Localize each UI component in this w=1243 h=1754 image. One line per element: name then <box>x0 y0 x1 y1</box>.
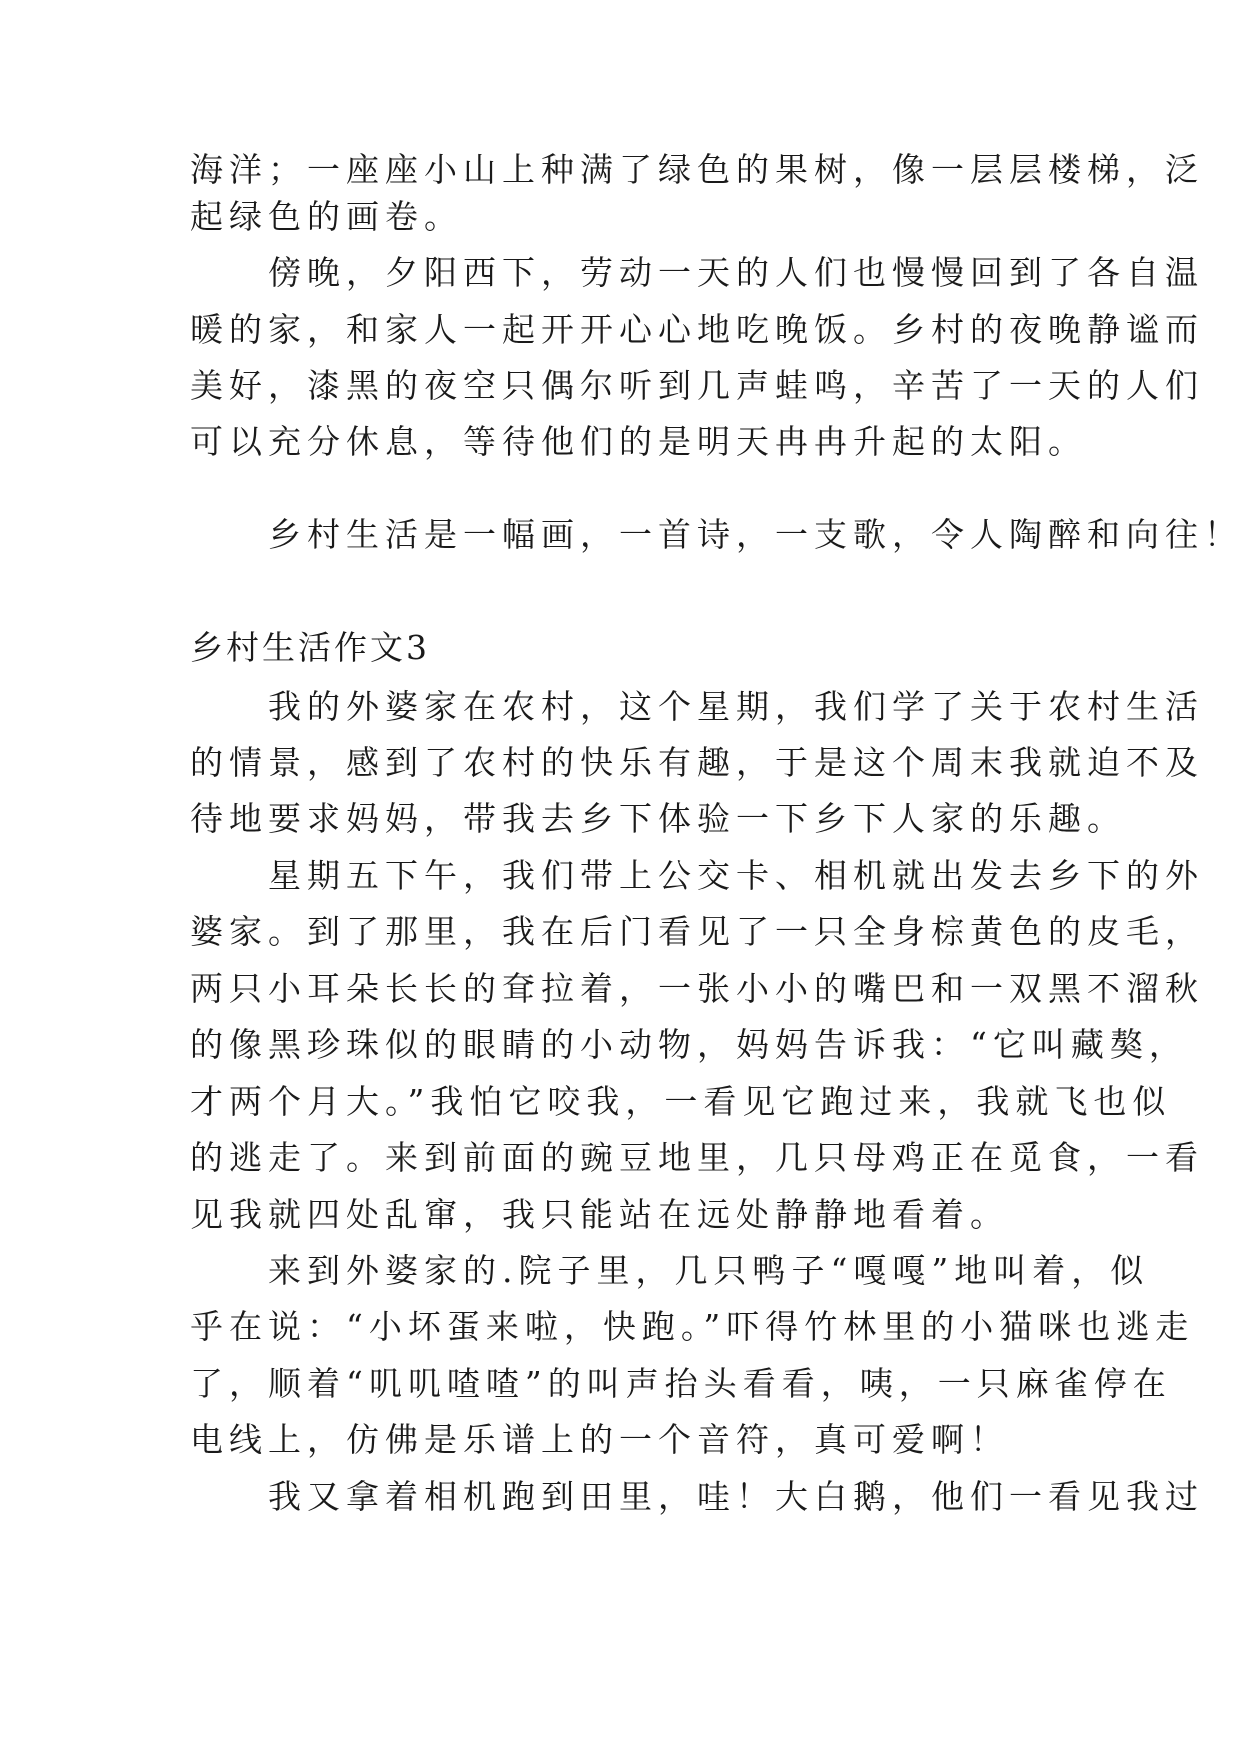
text-line: 两只小耳朵长长的耷拉着，一张小小的嘴巴和一双黑不溜秋 <box>190 969 1204 1008</box>
text-line: 可以充分休息，等待他们的是明天冉冉升起的太阳。 <box>190 422 1087 461</box>
text-line: 我的外婆家在农村，这个星期，我们学了关于农村生活 <box>190 687 1204 726</box>
text-line: 的像黑珍珠似的眼睛的小动物，妈妈告诉我：“它叫藏獒， <box>190 1025 1188 1064</box>
text-line: 的逃走了。来到前面的豌豆地里，几只母鸡正在觅食，一看 <box>190 1138 1204 1177</box>
text-line: 暖的家，和家人一起开开心心地吃晚饭。乡村的夜晚静谧而 <box>190 310 1204 349</box>
text-line: 待地要求妈妈，带我去乡下体验一下乡下人家的乐趣。 <box>190 799 1126 838</box>
text-line: 起绿色的画卷。 <box>190 197 463 236</box>
text-line: 电线上，仿佛是乐谱上的一个音符，真可爱啊！ <box>190 1420 1009 1459</box>
text-line: 了，顺着“叽叽喳喳”的叫声抬头看看，咦，一只麻雀停在 <box>190 1364 1172 1403</box>
text-line: 乎在说：“小坏蛋来啦，快跑。”吓得竹林里的小猫咪也逃走 <box>190 1307 1195 1346</box>
text-line: 海洋；一座座小山上种满了绿色的果树，像一层层楼梯，泛 <box>190 150 1204 189</box>
text-line: 的情景，感到了农村的快乐有趣，于是这个周末我就迫不及 <box>190 743 1204 782</box>
text-line: 见我就四处乱窜，我只能站在远处静静地看着。 <box>190 1195 1009 1234</box>
text-line: 美好，漆黑的夜空只偶尔听到几声蛙鸣，辛苦了一天的人们 <box>190 366 1204 405</box>
text-line: 才两个月大。”我怕它咬我，一看见它跑过来，我就飞也似 <box>190 1082 1172 1121</box>
text-line: 星期五下午，我们带上公交卡、相机就出发去乡下的外 <box>190 856 1204 895</box>
text-line: 乡村生活是一幅画，一首诗，一支歌，令人陶醉和向往！ <box>190 515 1243 554</box>
text-line: 婆家。到了那里，我在后门看见了一只全身棕黄色的皮毛， <box>190 912 1204 951</box>
text-line: 来到外婆家的.院子里，几只鸭子“嘎嘎”地叫着，似 <box>190 1251 1150 1290</box>
text-line: 我又拿着相机跑到田里，哇！大白鹅，他们一看见我过 <box>190 1477 1204 1516</box>
text-line: 傍晚，夕阳西下，劳动一天的人们也慢慢回到了各自温 <box>190 253 1204 292</box>
section-heading: 乡村生活作文3 <box>190 628 430 667</box>
